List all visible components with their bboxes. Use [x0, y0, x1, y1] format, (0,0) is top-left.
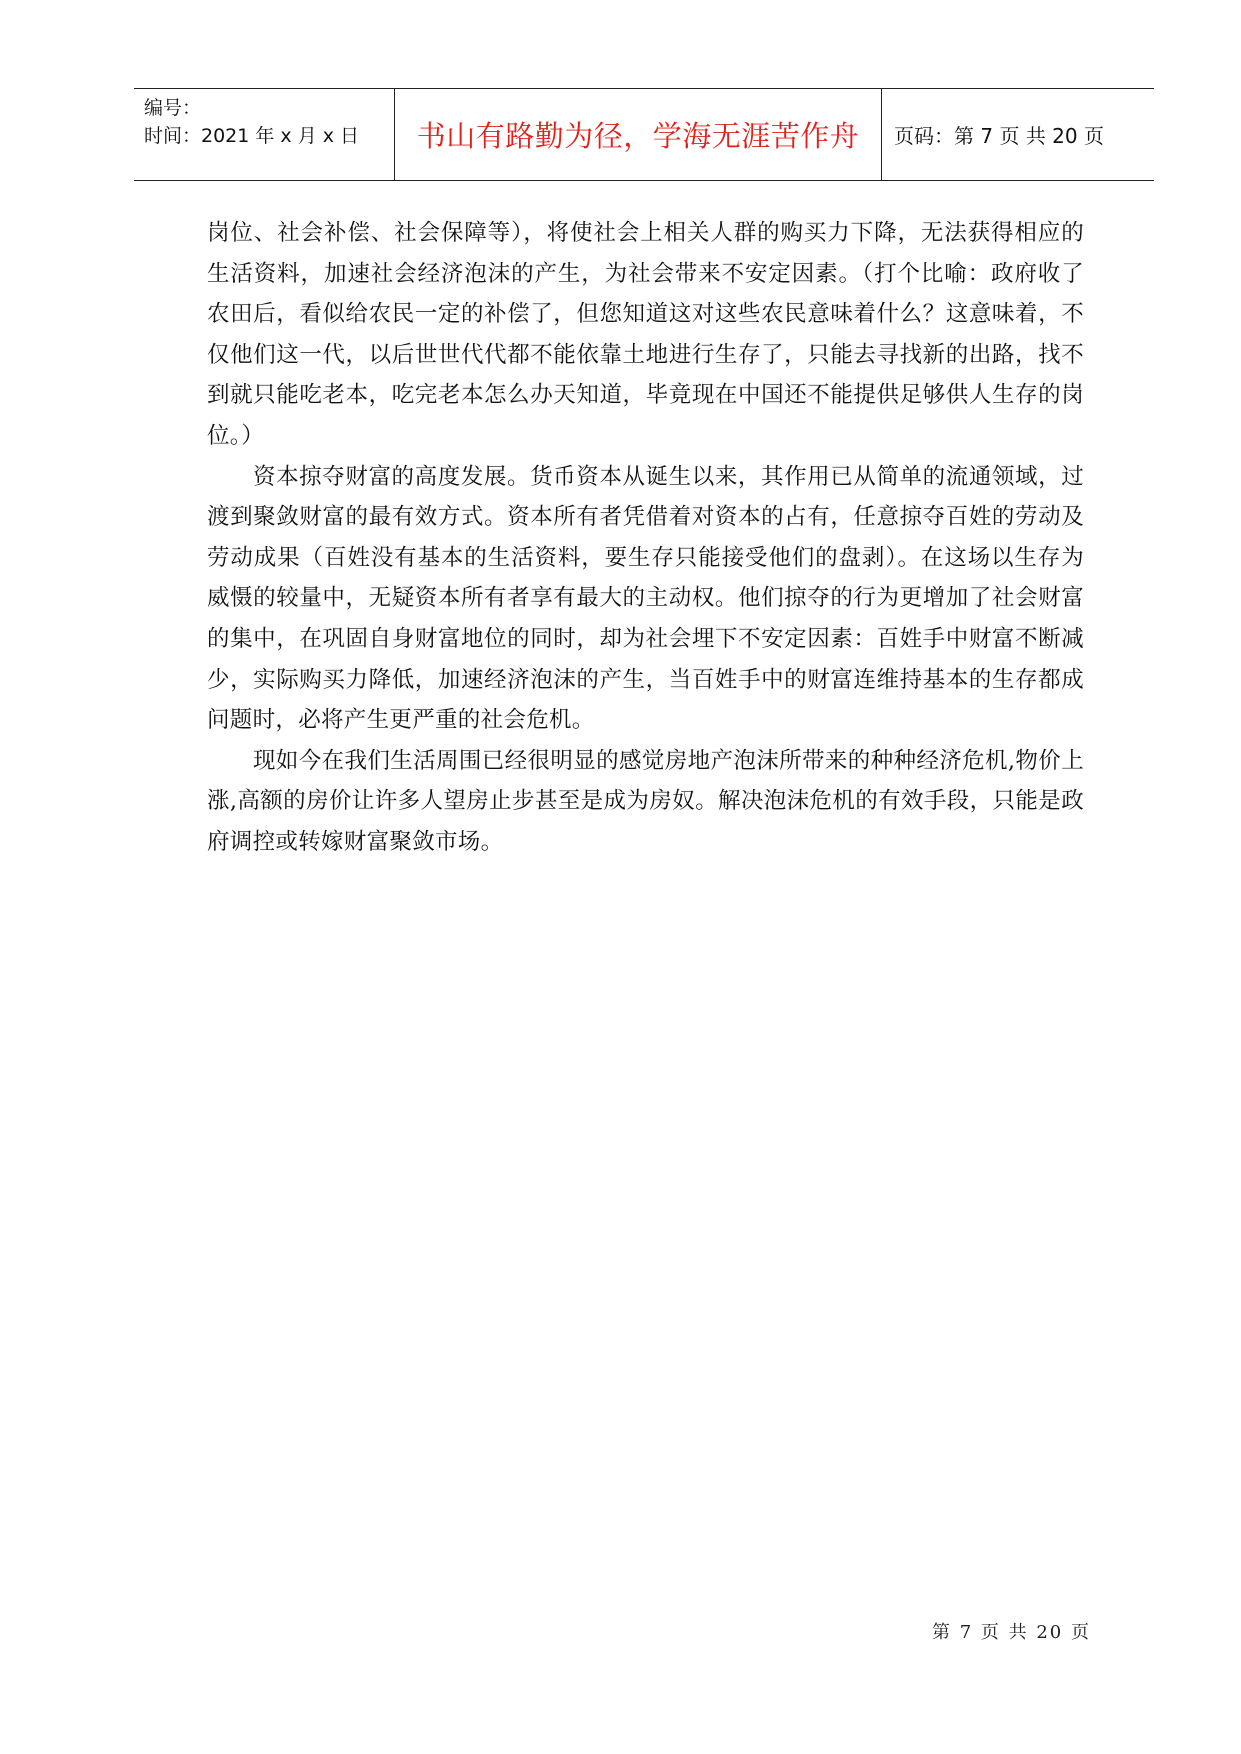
page-header [134, 88, 1154, 181]
header-motto: 书山有路勤为径，学海无涯苦作舟 [416, 119, 860, 153]
document-body [207, 213, 1084, 863]
document-date-label: 时间：2021 年 x 月 x 日 [144, 125, 360, 147]
paragraph-continued: 岗位、社会补偿、社会保障等），将使社会上相关人群的购买力下降，无法获得相应的生活资料，加速社会经济泡沫的产生，为社会带来不安定因素。（打个比喻：政府收了农田后，看似给农民一定的补偿了，但您知道这对这些农民意味着什么？这意味着，不仅他们这一代，以后世世代代都不能依靠土地进行生存了，只能去寻找新的出路，找不到就只能吃老本，吃完老本怎么办天知道，毕竟现在中国还不能提供足够供人生存的岗位。） [207, 220, 1084, 449]
header-page-cell [882, 89, 1154, 180]
paragraph-capital-plunder: 资本掠夺财富的高度发展。货币资本从诞生以来，其作用已从简单的流通领域，过渡到聚敛财富的最有效方式。资本所有者凭借着对资本的占有，任意掠夺百姓的劳动及劳动成果（百姓没有基本的生活资料，要生存只能接受他们的盘剥）。在这场以生存为威慑的较量中，无疑资本所有者享有最大的主动权。他们掠夺的行为更增加了社会财富的集中，在巩固自身财富地位的同时，却为社会埋下不安定因素：百姓手中财富不断减少，实际购买力降低，加速经济泡沫的产生，当百姓手中的财富连维持基本的生存都成问题时，必将产生更严重的社会危机。 [207, 463, 1084, 734]
document-number-label: 编号： [144, 97, 202, 119]
header-meta-cell [134, 89, 395, 180]
paragraph-real-estate-bubble: 现如今在我们生活周围已经很明显的感觉房地产泡沫所带来的种种经济危机,物价上涨,高额的房价让许多人望房止步甚至是成为房奴。解决泡沫危机的有效手段，只能是政府调控或转嫁财富聚敛市场。 [207, 747, 1084, 855]
header-motto-cell [395, 89, 882, 180]
header-page-number: 页码：第 7 页 共 20 页 [894, 124, 1104, 148]
footer-page-number: 第 7 页 共 20 页 [932, 1622, 1091, 1643]
